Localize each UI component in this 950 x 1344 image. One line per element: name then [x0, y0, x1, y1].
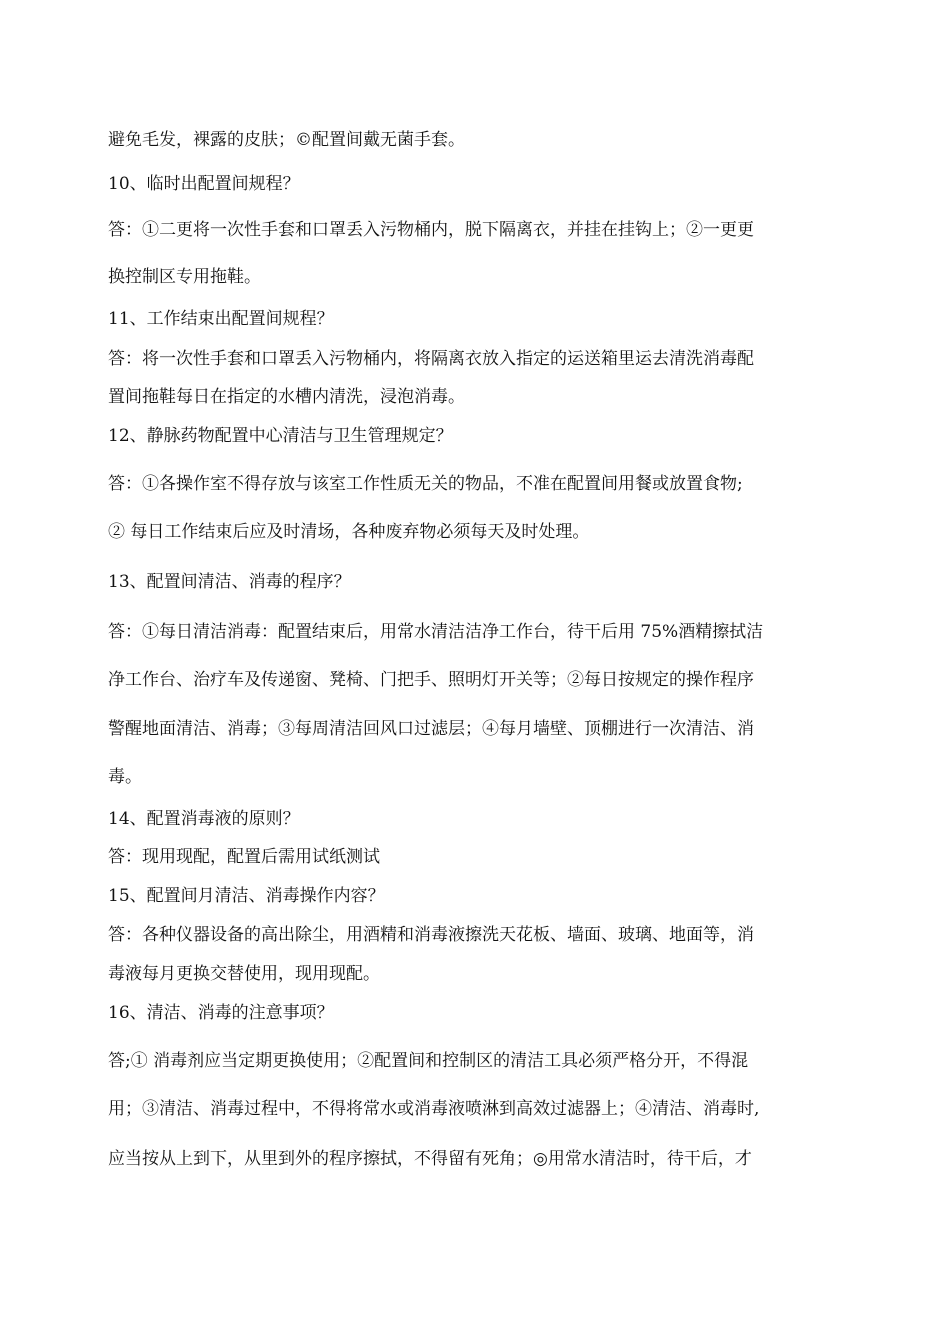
text-line: ② 每日工作结束后应及时清场，各种废弃物必须每天及时处理。 — [108, 522, 590, 542]
text-line: 答：①每日清洁消毒：配置结束后，用常水清洁洁净工作台，待干后用 75%酒精擦拭洁 — [108, 622, 764, 642]
text-line: 答：现用现配，配置后需用试纸测试 — [108, 847, 380, 867]
text-line: 警醒地面清洁、消毒；③每周清洁回风口过滤层；④每月墙壁、顶棚进行一次清洁、消 — [108, 719, 754, 739]
text-line: 答：①各操作室不得存放与该室工作性质无关的物品，不准在配置间用餐或放置食物; — [108, 474, 743, 494]
text-line: 毒。 — [108, 767, 142, 787]
question-heading: 11、工作结束出配置间规程？ — [108, 309, 334, 329]
text-line: 应当按从上到下，从里到外的程序擦拭，不得留有死角；◎用常水清洁时，待干后，才 — [108, 1149, 752, 1169]
text-line: 净工作台、治疗车及传递窗、凳椅、门把手、照明灯开关等；②每日按规定的操作程序 — [108, 670, 754, 690]
question-heading: 12、静脉药物配置中心清洁与卫生管理规定？ — [108, 426, 453, 446]
question-heading: 15、配置间月清洁、消毒操作内容？ — [108, 886, 385, 906]
question-heading: 13、配置间清洁、消毒的程序？ — [108, 572, 351, 592]
text-line: 答：将一次性手套和口罩丢入污物桶内，将隔离衣放入指定的运送箱里运去清洗消毒配 — [108, 349, 754, 369]
text-line: 答;① 消毒剂应当定期更换使用；②配置间和控制区的清洁工具必须严格分开，不得混 — [108, 1051, 749, 1071]
text-line: 换控制区专用拖鞋。 — [108, 267, 261, 287]
text-line: 置间拖鞋每日在指定的水槽内清洗，浸泡消毒。 — [108, 387, 465, 407]
question-heading: 16、清洁、消毒的注意事项？ — [108, 1003, 334, 1023]
question-heading: 10、临时出配置间规程？ — [108, 174, 300, 194]
question-heading: 14、配置消毒液的原则？ — [108, 809, 300, 829]
text-line: 答：各种仪器设备的高出除尘，用酒精和消毒液擦洗天花板、墙面、玻璃、地面等，消 — [108, 925, 754, 945]
text-line: 答：①二更将一次性手套和口罩丢入污物桶内，脱下隔离衣，并挂在挂钩上；②一更更 — [108, 220, 754, 240]
text-line: 用；③清洁、消毒过程中，不得将常水或消毒液喷淋到高效过滤器上；④清洁、消毒时, — [108, 1099, 760, 1119]
text-line: 避免毛发，裸露的皮肤；©配置间戴无菌手套。 — [108, 130, 465, 150]
text-line: 毒液每月更换交替使用，现用现配。 — [108, 964, 380, 984]
